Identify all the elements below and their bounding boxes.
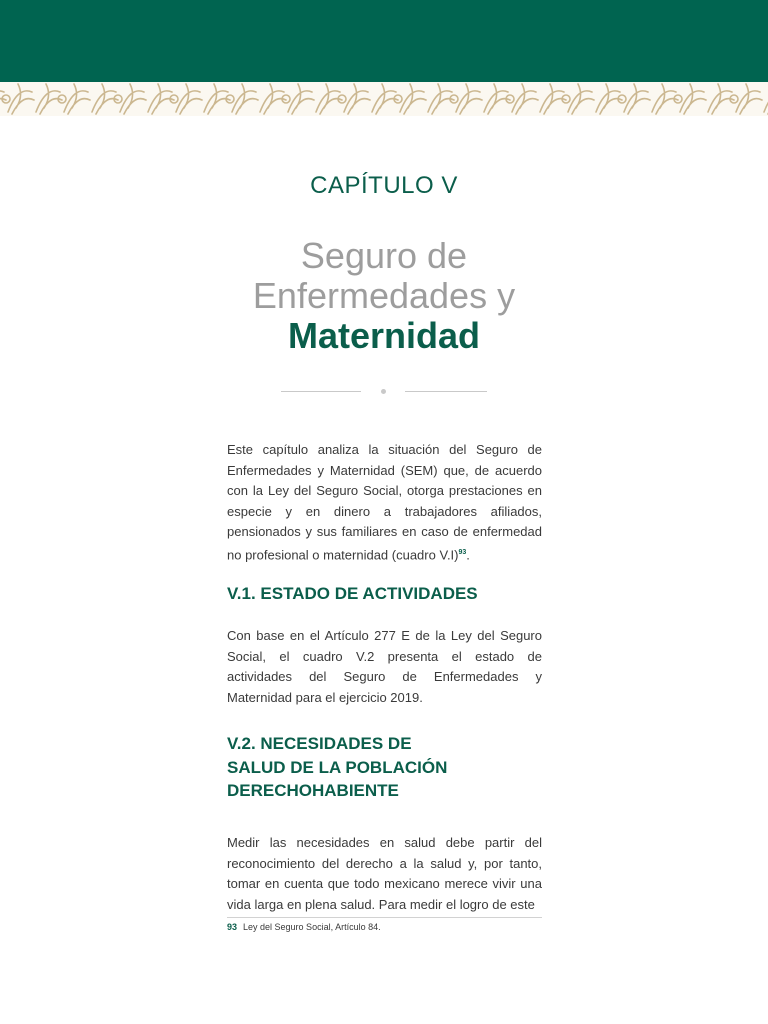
section-2-heading-line-2: SALUD DE LA POBLACIÓN [227,757,448,777]
section-2-body [227,833,542,915]
header-band [0,0,768,82]
title-line-1: Seguro de [300,235,468,276]
footnote-text: Ley del Seguro Social, Artículo 84. [243,922,381,932]
intro-end: . [466,546,470,562]
ornament-stroke [0,84,768,114]
section-2-heading-line-3: DERECHOHABIENTE [227,781,399,800]
section-2 [227,732,542,803]
intro-text: Este capítulo analiza la situación del Seguro de Enfermedades y Maternidad (SEM) que, de acuerdo con la Ley del Seguro Social, otorga prestaciones en especie y en dinero a trabajadores afiliados, pensionados y sus familiares en caso de enfermedad no profesional o maternidad (cuadro V.I) [227,442,542,562]
section-2-paragraph: Medir las necesidades en salud debe partir del reconocimiento del derecho a la salud y, por tanto, tomar en cuenta que todo mexicano merece vivir una vida larga en plena salud. Para medir el logro de este [227,835,542,912]
section-1 [227,582,542,606]
chapter-label: CAPÍTULO V [310,172,458,199]
divider-dot [381,389,386,394]
intro-paragraph [227,440,542,565]
ornament-pattern-icon [0,82,768,116]
section-1-paragraph: Con base en el Artículo 277 E de la Ley del Seguro Social, el cuadro V.2 presenta el estado de actividades del Seguro de Enfermedades y Maternidad para el ejercicio 2019. [227,628,542,705]
section-2-heading [227,732,542,803]
title-line-2: Enfermedades y [252,275,516,316]
title-divider [281,390,487,394]
section-1-heading: V.1. ESTADO DE ACTIVIDADES [227,584,478,603]
divider-line-right [405,391,487,392]
section-1-body [227,626,542,708]
footnote-ref[interactable]: 93 [458,548,467,556]
footnote [227,917,542,932]
intro-block [227,440,542,565]
divider-line-left [281,391,361,392]
footnote-number: 93 [227,922,238,932]
title-line-3: Maternidad [287,315,481,356]
section-2-heading-line-1: V.2. NECESIDADES DE [227,734,412,753]
chapter-title [0,236,768,356]
ornamental-border [0,82,768,116]
